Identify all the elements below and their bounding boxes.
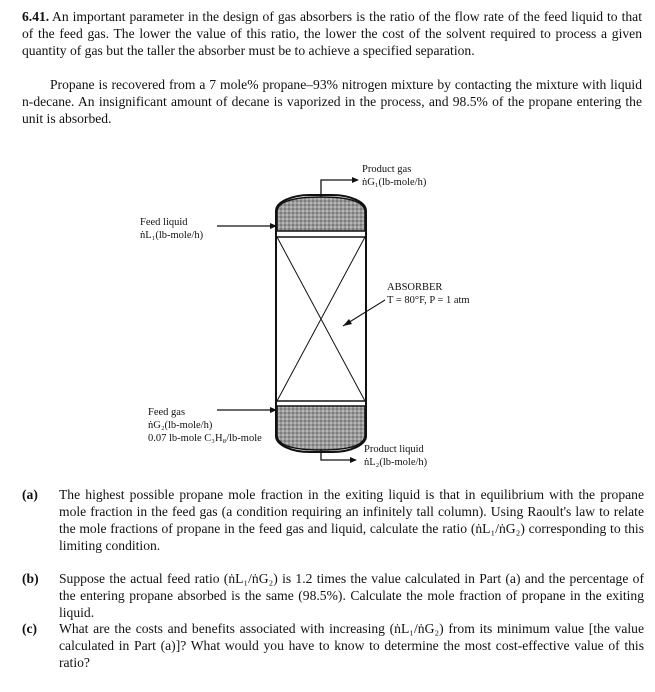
part-text: The highest possible propane mole fraction in the exiting liquid is that in equilibrium with the propane mole fraction in the feed gas (a condition requiring an infinitely tall column). Using Raoult's law to relate the mole fractions of propane in the feed gas and liquid, calculate the ratio (ṅL₁/ṅG₂) corresponding to this limiting condition. — [59, 487, 644, 553]
part-c — [22, 620, 644, 671]
part-label: (a) — [22, 487, 38, 502]
part-text: Suppose the actual feed ratio (ṅL₁/ṅG₂) is 1.2 times the value calculated in Part (a) and the percentage of the entering propane absorbed is the same (98.5%). Calculate the mole fraction of propane in the exiting liquid. — [59, 571, 644, 620]
part-label: (c) — [22, 621, 38, 636]
feed-gas-label: Feed gas ṅG₂(lb-mole/h) 0.07 lb-mole C₃H₈/lb-mole — [148, 407, 262, 444]
intro-text: An important parameter in the design of gas absorbers is the ratio of the flow rate of the feed liquid to that of the feed gas. The lower the value of this ratio, the lower the cost of the solvent required to process a given quantity of gas but the taller the absorber must be to achieve a specified separation. — [22, 9, 642, 58]
top-packing — [277, 197, 365, 231]
bottom-packing — [277, 406, 365, 450]
part-a — [22, 486, 644, 554]
feed-liquid-label: Feed liquid ṅL₁(lb-mole/h) — [140, 217, 204, 241]
part-label: (b) — [22, 571, 39, 586]
part-b — [22, 570, 644, 621]
propane-text: Propane is recovered from a 7 mole% propane–93% nitrogen mixture by contacting the mixture with liquid n-decane. An insignificant amount of decane is vaporized in the process, and 98.5% of the propane entering the unit is absorbed. — [22, 77, 642, 126]
product-gas-label: Product gas ṅG₁(lb-mole/h) — [362, 164, 427, 188]
part-text: What are the costs and benefits associated with increasing (ṅL₁/ṅG₂) from its minimum value [the value calculated in Part (a)]? What would you have to know to determine the most cost-effective value of this ratio? — [59, 621, 644, 670]
product-liquid-label: Product liquid ṅL₂(lb-mole/h) — [364, 444, 428, 468]
absorber-label: ABSORBER T = 80°F, P = 1 atm — [387, 282, 470, 306]
problem-number: 6.41. — [22, 9, 50, 24]
